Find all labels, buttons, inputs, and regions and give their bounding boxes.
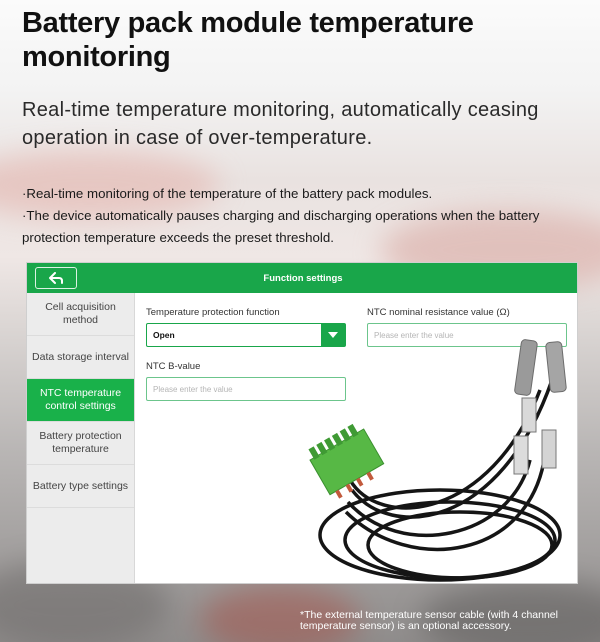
- temp-protection-value: Open: [153, 330, 175, 340]
- back-button[interactable]: [35, 267, 77, 289]
- feature-list: [22, 183, 582, 249]
- sidebar-item-battery-protection[interactable]: Battery protection temperature: [27, 422, 134, 465]
- page-title: Battery pack module temperature monitoring: [22, 7, 474, 73]
- temp-protection-label: Temperature protection function: [146, 307, 280, 318]
- sidebar-item-battery-type[interactable]: Battery type settings: [27, 465, 134, 508]
- sidebar-item-data-storage[interactable]: Data storage interval: [27, 336, 134, 379]
- header-title: Function settings: [263, 272, 343, 284]
- header-bar: [27, 263, 578, 293]
- sidebar-item-ntc-temperature[interactable]: NTC temperature control settings: [27, 379, 134, 422]
- feature-bullet: ·Real-time monitoring of the temperature of the battery pack modules.: [22, 186, 433, 201]
- feature-bullet: ·The device automatically pauses charging and discharging operations when the battery protection temperature exceeds the preset threshold.: [22, 208, 540, 245]
- back-arrow-icon: [49, 272, 63, 284]
- ntc-resistance-label: NTC nominal resistance value (Ω): [367, 307, 510, 318]
- sensor-cable-image: [290, 330, 590, 610]
- ntc-b-value-label: NTC B-value: [146, 361, 201, 372]
- sidebar-item-cell-acquisition[interactable]: Cell acquisition method: [27, 293, 134, 336]
- settings-sidebar: [27, 293, 135, 584]
- page-subtitle: Real-time temperature monitoring, automatically ceasing operation in case of over-temperature.: [22, 99, 539, 149]
- footnote: *The external temperature sensor cable (with 4 channel temperature sensor) is an optional accessory.: [300, 609, 558, 632]
